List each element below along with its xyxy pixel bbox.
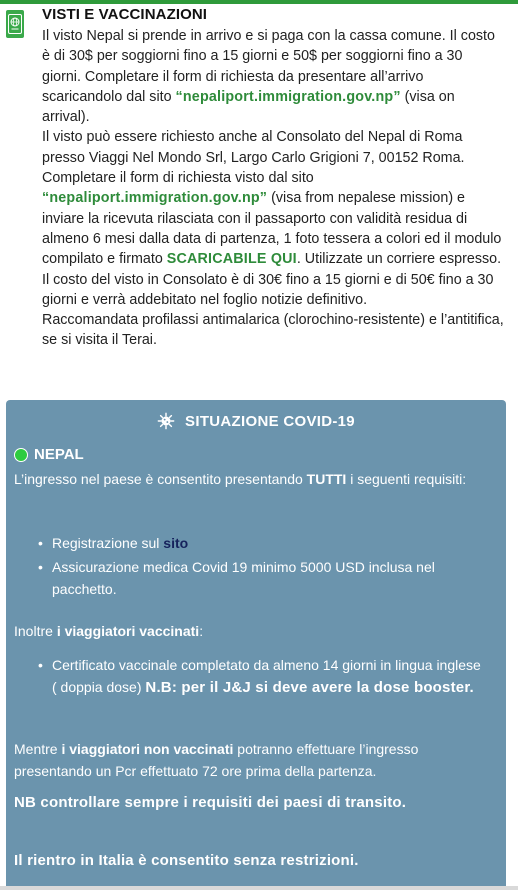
visa-arrival-end: (visa on arrival).	[42, 88, 455, 126]
list-item	[38, 654, 488, 699]
visa-section	[0, 4, 518, 384]
covid-panel	[6, 400, 506, 886]
unvaccinated-info	[14, 738, 498, 782]
passport-icon	[6, 10, 24, 38]
unvaccinated-end: potranno effettuare l’ingresso presentando un Pcr effettuato 72 ore prima della partenza.	[14, 741, 419, 779]
vaccinated-intro-end: :	[199, 623, 204, 639]
list-item: • Assicurazione medica Covid 19 minimo 5000 USD inclusa nel pacchetto.	[38, 556, 488, 600]
visa-body	[42, 26, 504, 351]
entry-intro-text: L’ingresso nel paese è consentito presentando	[14, 471, 307, 487]
vaccinated-intro-text: Inoltre	[14, 623, 57, 639]
registration-text: Registrazione sul	[52, 535, 164, 551]
bottom-strip	[0, 886, 518, 890]
visa-consulate-mid: (visa from nepalese mission) e inviare la ricevuta rilasciata con il passaporto con validità residua di almeno 6 mesi dalla data di partenza, 1 foto tessera a colori ed il modulo compilato e firmato	[42, 190, 502, 268]
jj-booster-note: N.B: per il J&J si deve avere la dose booster.	[145, 679, 474, 696]
entry-intro-end: i seguenti requisiti:	[346, 471, 467, 487]
visa-paragraph-arrival	[42, 26, 504, 127]
country-row	[14, 446, 84, 463]
visa-paragraph-vaccines: Raccomandata profilassi antimalarica (clorochino-resistente) e l’antitifica, se si visita il Terai.	[42, 312, 504, 349]
vaccinated-requirements-list	[38, 654, 488, 701]
transit-note: NB controllare sempre i requisiti dei paesi di transito.	[14, 794, 407, 811]
return-note: Il rientro in Italia è consentito senza restrizioni.	[14, 852, 359, 869]
status-dot-icon	[14, 448, 28, 462]
country-label: NEPAL	[34, 446, 84, 463]
requirements-list	[38, 532, 488, 602]
registration-site-link[interactable]: sito	[163, 535, 189, 551]
visa-title: VISTI E VACCINAZIONI	[42, 6, 208, 23]
entry-intro-bold: TUTTI	[306, 471, 347, 487]
vaccinated-intro	[14, 620, 498, 642]
certificate-text: Certificato vaccinale completato da almeno 14 giorni in lingua inglese ( doppia dose)	[52, 657, 481, 695]
covid-header	[6, 408, 506, 434]
virus-icon	[157, 412, 175, 430]
list-item	[38, 532, 488, 554]
visa-arrival-text: Il visto Nepal si prende in arrivo e si paga con la cassa comune. Il costo è di 30$ per soggiorni fino a 15 giorni e 50$ per soggiorni fino a 30 giorni. Completare il form di richiesta da presentare all’arrivo scaricandolo dal sito	[42, 28, 495, 105]
vaccinated-intro-bold: i viaggiatori vaccinati	[56, 623, 200, 639]
entry-intro	[14, 468, 498, 490]
visa-paragraph-cost: Il costo del visto in Consolato è di 30€ fino a 15 giorni e di 50€ fino a 30 giorni e verrà addebitato nel foglio notizie definitivo.	[42, 271, 494, 308]
download-form-link[interactable]: SCARICABILE QUI	[166, 251, 297, 268]
unvaccinated-bold: i viaggiatori non vaccinati	[61, 741, 234, 757]
visa-consulate-end: . Utilizzate un corriere espresso.	[296, 251, 502, 268]
visa-consulate-link[interactable]: “nepaliport.immigration.gov.np”	[42, 190, 268, 207]
visa-consulate-text: Il visto può essere richiesto anche al Consolato del Nepal di Roma presso Viaggi Nel Mondo Srl, Largo Carlo Grigioni 7, 00152 Roma. Completare il form di richiesta visto dal sito	[42, 129, 465, 187]
visa-paragraph-consulate	[42, 127, 504, 269]
visa-arrival-link[interactable]: “nepaliport.immigration.gov.np”	[175, 88, 401, 105]
covid-title: SITUAZIONE COVID-19	[185, 412, 355, 430]
unvaccinated-text: Mentre	[14, 741, 62, 757]
